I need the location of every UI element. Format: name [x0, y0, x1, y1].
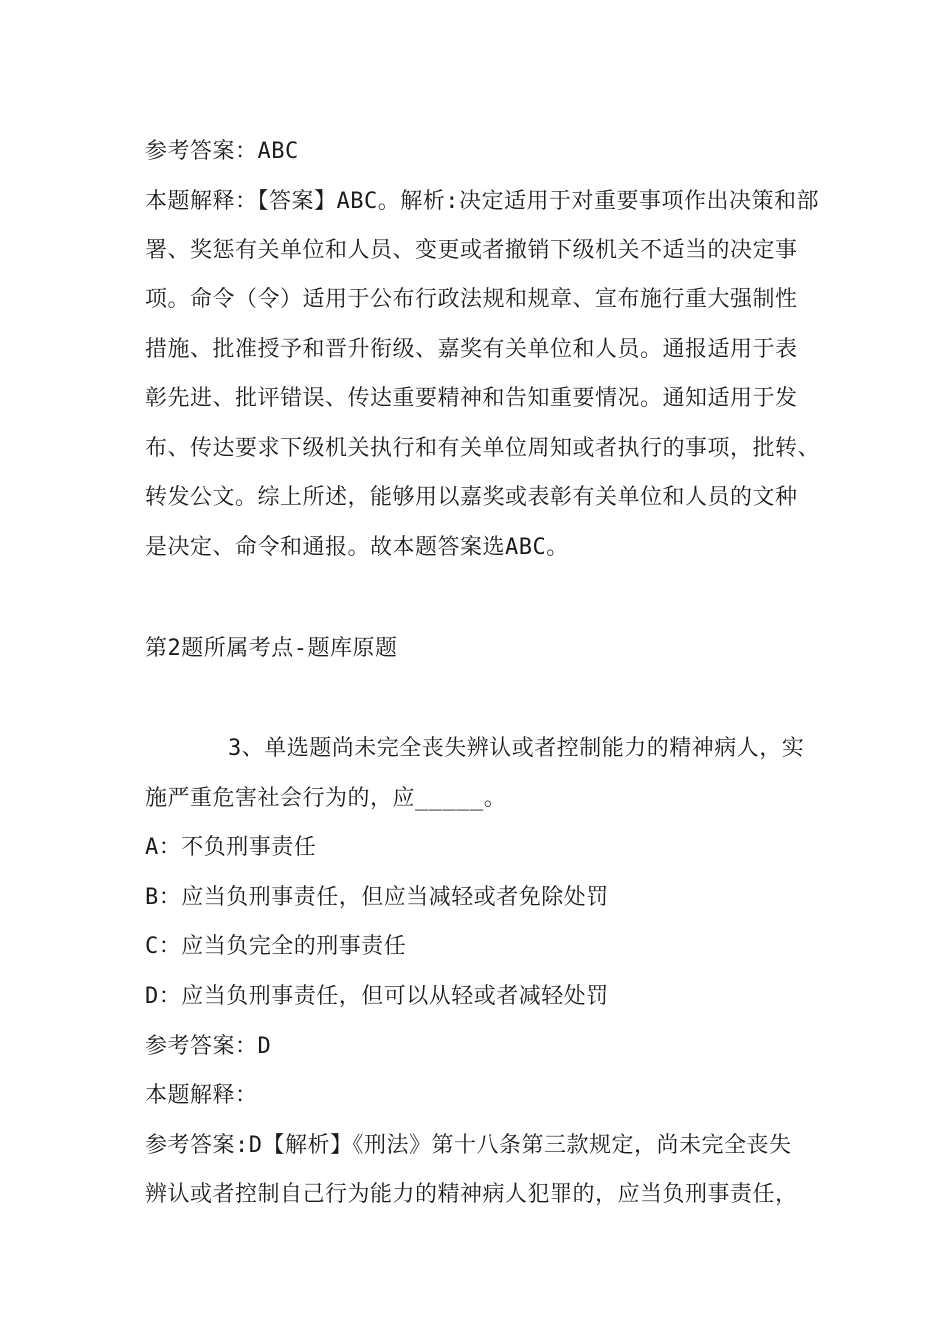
reference-answer-q3: 参考答案：D — [145, 1034, 272, 1059]
explanation-line: 措施、批准授予和晋升衔级、嘉奖有关单位和人员。通报适用于表 — [145, 337, 798, 362]
option-d: D：应当负刑事责任，但可以从轻或者减轻处罚 — [145, 984, 609, 1009]
option-b: B：应当负刑事责任，但应当减轻或者免除处罚 — [145, 885, 609, 910]
explanation-label: 本题解释： — [145, 1083, 258, 1108]
question-stem: 3、单选题尚未完全丧失辨认或者控制能力的精神病人，实 — [228, 736, 805, 761]
option-c: C：应当负完全的刑事责任 — [145, 934, 407, 959]
explanation-line: 布、传达要求下级机关执行和有关单位周知或者执行的事项，批转、 — [145, 436, 821, 461]
option-a: A：不负刑事责任 — [145, 835, 317, 860]
explanation-line: 项。命令（令）适用于公布行政法规和规章、宣布施行重大强制性 — [145, 287, 798, 312]
reference-answer-q2: 参考答案：ABC — [145, 139, 299, 164]
explanation-line: 本题解释：【答案】ABC。解析:决定适用于对重要事项作出决策和部 — [145, 189, 819, 214]
explanation-line: 署、奖惩有关单位和人员、变更或者撤销下级机关不适当的决定事 — [145, 238, 798, 263]
explanation-line: 辨认或者控制自己行为能力的精神病人犯罪的，应当负刑事责任， — [145, 1182, 798, 1207]
explanation-line: 是决定、命令和通报。故本题答案选ABC。 — [145, 535, 569, 560]
explanation-line: 参考答案:D【解析】《刑法》第十八条第三款规定，尚未完全丧失 — [145, 1133, 792, 1158]
explanation-line: 彰先进、批评错误、传达重要精神和告知重要情况。通知适用于发 — [145, 386, 798, 411]
section-label: 第2题所属考点-题库原题 — [145, 636, 398, 661]
question-stem: 施严重危害社会行为的，应_____。 — [145, 786, 507, 811]
explanation-line: 转发公文。综上所述，能够用以嘉奖或表彰有关单位和人员的文种 — [145, 485, 798, 510]
